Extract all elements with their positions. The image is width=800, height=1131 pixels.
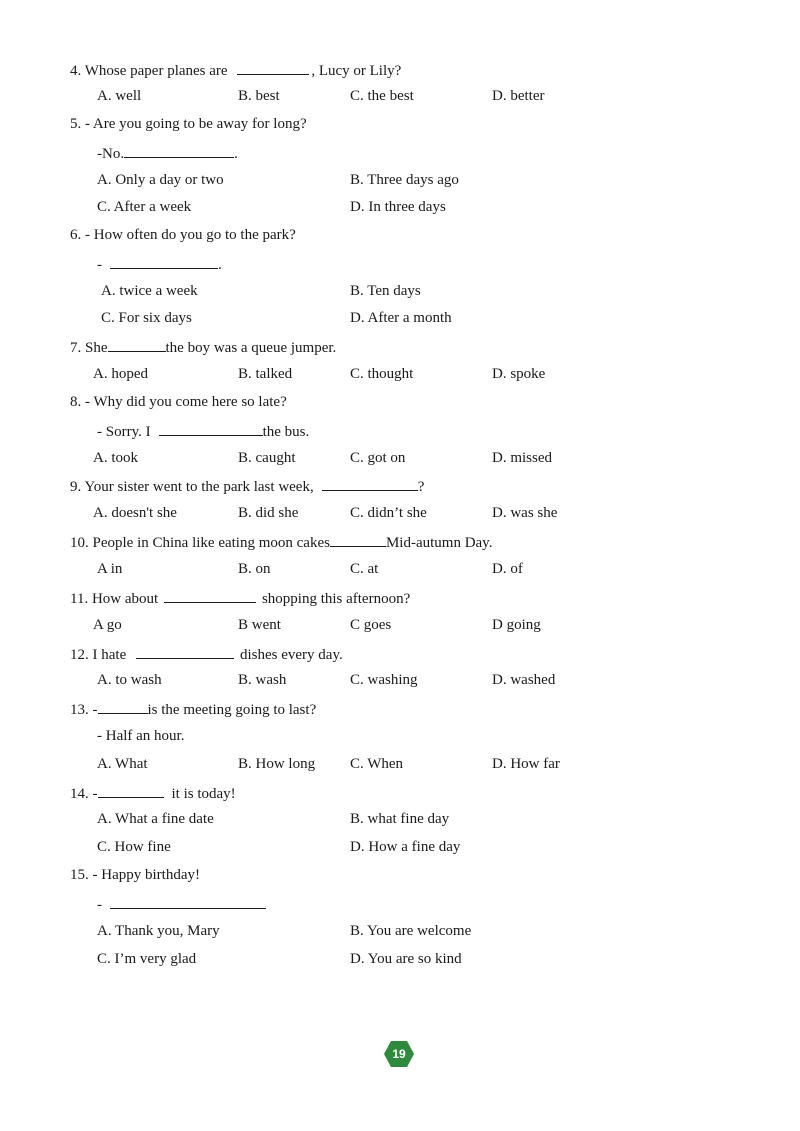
option-b[interactable]: B. did she xyxy=(238,505,299,521)
question-15-stem: 15. - Happy birthday! xyxy=(70,867,200,883)
answer-blank[interactable] xyxy=(164,588,256,603)
reply-end: . xyxy=(218,257,222,273)
option-d[interactable]: D going xyxy=(492,617,541,633)
question-8-reply xyxy=(97,421,309,441)
question-5-stem: 5. - Are you going to be away for long? xyxy=(70,116,307,132)
answer-blank[interactable] xyxy=(322,476,418,491)
option-d[interactable]: D. In three days xyxy=(350,199,446,215)
option-c[interactable]: C goes xyxy=(350,617,392,633)
option-d[interactable]: D. missed xyxy=(492,450,552,466)
question-9 xyxy=(70,476,424,496)
question-4 xyxy=(70,60,401,80)
option-a[interactable]: A. took xyxy=(93,450,138,466)
reply-prefix: - xyxy=(97,257,102,273)
option-c[interactable]: C. For six days xyxy=(101,310,192,326)
question-12-stem: 12. I hate xyxy=(70,647,127,663)
option-d[interactable]: D. of xyxy=(492,561,523,577)
answer-blank[interactable] xyxy=(330,532,386,547)
option-c[interactable]: C. thought xyxy=(350,366,414,382)
question-11-stem: 11. How about xyxy=(70,591,159,607)
answer-blank[interactable] xyxy=(237,60,309,75)
option-a[interactable]: A in xyxy=(97,561,123,577)
reply-end: the bus. xyxy=(262,424,310,440)
question-10-stem-end: Mid-autumn Day. xyxy=(385,535,493,551)
reply-prefix: -No. xyxy=(97,146,125,162)
question-5-reply xyxy=(97,143,238,163)
option-b[interactable]: B. caught xyxy=(238,450,296,466)
reply-end: . xyxy=(234,146,238,162)
option-a[interactable]: A. well xyxy=(97,88,142,104)
answer-blank[interactable] xyxy=(124,143,234,158)
question-11 xyxy=(70,588,410,608)
question-10-stem: 10. People in China like eating moon cakes xyxy=(70,535,330,551)
question-13-stem: 13. - xyxy=(70,702,98,718)
option-a[interactable]: A. What a fine date xyxy=(97,811,214,827)
answer-blank[interactable] xyxy=(98,699,148,714)
question-14-stem-end: it is today! xyxy=(171,786,236,802)
option-a[interactable]: A. to wash xyxy=(97,672,162,688)
option-d[interactable]: D. better xyxy=(492,88,545,104)
question-6-stem: 6. - How often do you go to the park? xyxy=(70,227,296,243)
option-a[interactable]: A. twice a week xyxy=(101,283,198,299)
question-12-stem-end: dishes every day. xyxy=(239,647,343,663)
option-c[interactable]: C. When xyxy=(350,756,404,772)
question-7-stem: 7. She xyxy=(70,340,108,356)
option-d[interactable]: D. spoke xyxy=(492,366,546,382)
question-7 xyxy=(70,337,336,357)
option-d[interactable]: D. How a fine day xyxy=(350,839,461,855)
question-4-stem-end: , Lucy or Lily? xyxy=(311,63,402,79)
option-d[interactable]: D. You are so kind xyxy=(350,951,462,967)
answer-blank[interactable] xyxy=(159,421,263,436)
question-10 xyxy=(70,532,492,552)
option-b[interactable]: B. You are welcome xyxy=(350,923,472,939)
option-a[interactable]: A. doesn't she xyxy=(93,505,177,521)
option-c[interactable]: C. the best xyxy=(350,88,414,104)
option-d[interactable]: D. After a month xyxy=(350,310,452,326)
option-b[interactable]: B went xyxy=(238,617,281,633)
option-c[interactable]: C. didn’t she xyxy=(350,505,427,521)
option-d[interactable]: D. How far xyxy=(492,756,560,772)
option-b[interactable]: B. wash xyxy=(238,672,287,688)
option-c[interactable]: C. at xyxy=(350,561,379,577)
option-d[interactable]: D. washed xyxy=(492,672,556,688)
question-13-reply: - Half an hour. xyxy=(97,728,185,744)
question-13 xyxy=(70,699,316,719)
option-b[interactable]: B. best xyxy=(238,88,280,104)
question-7-stem-end: the boy was a queue jumper. xyxy=(165,340,337,356)
option-c[interactable]: C. got on xyxy=(350,450,406,466)
reply-prefix: - Sorry. I xyxy=(97,424,151,440)
question-9-stem: 9. Your sister went to the park last week, xyxy=(70,479,314,495)
page-number-badge xyxy=(383,1040,415,1068)
option-a[interactable]: A go xyxy=(93,617,122,633)
option-b[interactable]: B. Ten days xyxy=(350,283,421,299)
question-15-reply xyxy=(97,894,266,914)
question-14-stem: 14. - xyxy=(70,786,98,802)
option-b[interactable]: B. talked xyxy=(238,366,293,382)
answer-blank[interactable] xyxy=(98,783,164,798)
option-a[interactable]: A. hoped xyxy=(93,366,148,382)
option-b[interactable]: B. How long xyxy=(238,756,316,772)
answer-blank[interactable] xyxy=(108,337,166,352)
answer-blank[interactable] xyxy=(110,254,218,269)
question-12 xyxy=(70,644,343,664)
option-c[interactable]: C. I’m very glad xyxy=(97,951,197,967)
option-c[interactable]: C. After a week xyxy=(97,199,192,215)
option-b[interactable]: B. on xyxy=(238,561,271,577)
option-d[interactable]: D. was she xyxy=(492,505,558,521)
answer-blank[interactable] xyxy=(110,894,266,909)
reply-prefix: - xyxy=(97,897,102,913)
question-4-stem: 4. Whose paper planes are xyxy=(70,63,228,79)
question-6-reply xyxy=(97,254,222,274)
option-c[interactable]: C. washing xyxy=(350,672,418,688)
option-a[interactable]: A. What xyxy=(97,756,148,772)
question-13-stem-end: is the meeting going to last? xyxy=(147,702,317,718)
option-b[interactable]: B. what fine day xyxy=(350,811,450,827)
option-b[interactable]: B. Three days ago xyxy=(350,172,459,188)
option-a[interactable]: A. Only a day or two xyxy=(97,172,224,188)
question-8-stem: 8. - Why did you come here so late? xyxy=(70,394,287,410)
option-c[interactable]: C. How fine xyxy=(97,839,171,855)
page-number: 19 xyxy=(392,1047,406,1061)
question-9-stem-end: ? xyxy=(417,479,425,495)
option-a[interactable]: A. Thank you, Mary xyxy=(97,923,220,939)
answer-blank[interactable] xyxy=(136,644,234,659)
question-11-stem-end: shopping this afternoon? xyxy=(261,591,411,607)
question-14 xyxy=(70,783,236,803)
